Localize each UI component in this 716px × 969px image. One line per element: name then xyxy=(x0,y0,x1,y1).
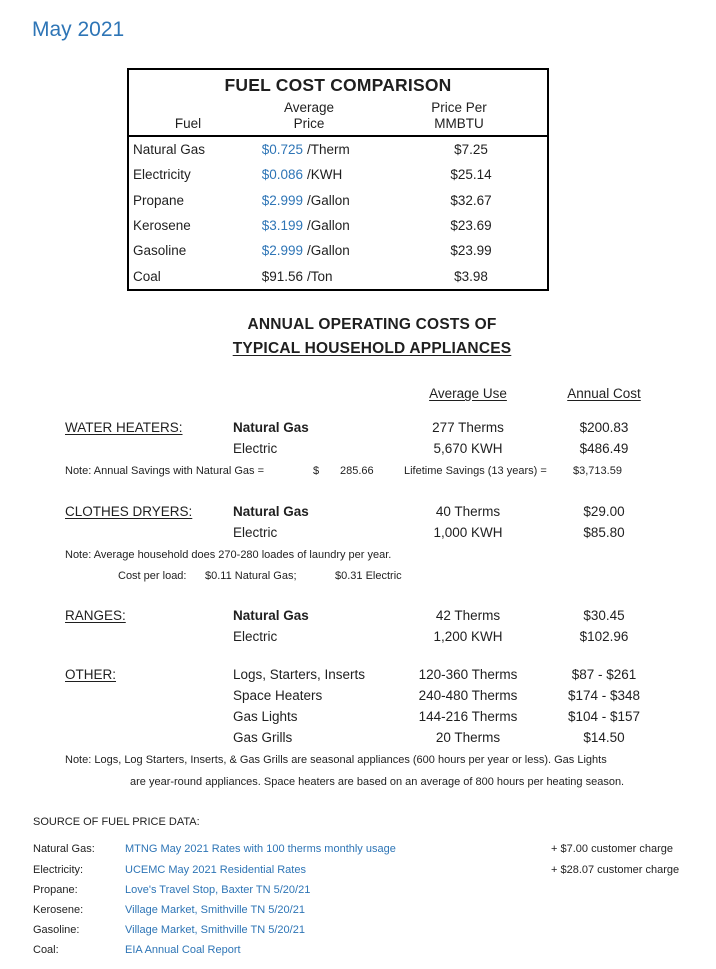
appliance-name: Electric xyxy=(233,441,278,456)
category-ranges: RANGES: xyxy=(65,608,126,623)
appliance-name: Logs, Starters, Inserts xyxy=(233,667,366,682)
average-use: 1,200 KWH xyxy=(433,629,503,644)
col-header-price-per-mmbtu: Price Per MMBTU xyxy=(431,100,487,131)
average-use: 40 Therms xyxy=(435,504,501,519)
note-lifetime-label: Lifetime Savings (13 years) = xyxy=(404,465,547,477)
other-row-space-heaters xyxy=(0,688,716,704)
source-link-natural-gas[interactable]: MTNG May 2021 Rates with 100 therms monthly usage xyxy=(125,843,396,855)
source-link-propane[interactable]: Love's Travel Stop, Baxter TN 5/20/21 xyxy=(125,884,311,896)
fuel-name: Gasoline xyxy=(133,243,187,259)
average-use: 5,670 KWH xyxy=(433,441,503,456)
annual-cost: $29.00 xyxy=(583,504,625,519)
category-water-heaters: WATER HEATERS: xyxy=(65,420,183,435)
fuel-row-coal xyxy=(129,263,547,288)
source-link-gasoline[interactable]: Village Market, Smithville TN 5/20/21 xyxy=(125,924,305,936)
customer-charge-electricity: + $28.07 customer charge xyxy=(551,864,680,876)
average-use: 120-360 Therms xyxy=(418,667,518,682)
appliance-name: Natural Gas xyxy=(233,420,309,435)
fuel-cost-table xyxy=(127,68,549,291)
appliances-heading-line1: ANNUAL OPERATING COSTS OF xyxy=(247,316,497,333)
fuel-row-kerosene xyxy=(129,213,547,238)
annual-cost: $174 - $348 xyxy=(567,688,641,703)
annual-cost: $486.49 xyxy=(579,441,629,456)
water-heaters-row-gas xyxy=(0,420,716,436)
col-header-average-use: Average Use xyxy=(429,386,507,401)
clothes-dryers-row-gas xyxy=(0,504,716,520)
fuel-average-price: $3.199 /Gallon xyxy=(261,218,350,234)
average-use: 20 Therms xyxy=(435,730,501,745)
note-savings-label: Note: Annual Savings with Natural Gas = xyxy=(65,465,265,477)
average-use: 42 Therms xyxy=(435,608,501,623)
fuel-average-price: $0.725 /Therm xyxy=(261,142,350,158)
fuel-price-per-mmbtu: $23.69 xyxy=(450,218,492,234)
fuel-price-per-mmbtu: $23.99 xyxy=(450,243,492,259)
fuel-name: Propane xyxy=(133,192,185,208)
fuel-row-natural-gas xyxy=(129,137,547,162)
appliance-column-headers xyxy=(0,386,716,402)
appliances-heading-line2: TYPICAL HOUSEHOLD APPLIANCES xyxy=(232,340,512,357)
fuel-name: Coal xyxy=(133,268,161,284)
water-heaters-row-electric xyxy=(0,441,716,457)
footnote-text: Note: Logs, Log Starters, Inserts, & Gas Grills are seasonal appliances (600 hours per year or less). Gas Lights xyxy=(65,754,607,766)
average-use: 144-216 Therms xyxy=(418,709,518,724)
fuel-average-price: $0.086 /KWH xyxy=(261,167,343,183)
fuel-price-per-mmbtu: $7.25 xyxy=(454,142,488,158)
average-use: 240-480 Therms xyxy=(418,688,518,703)
clothes-dryers-row-electric xyxy=(0,525,716,541)
page-title: May 2021 xyxy=(32,18,125,41)
annual-cost: $87 - $261 xyxy=(571,667,637,682)
customer-charge-natural-gas: + $7.00 customer charge xyxy=(551,843,673,855)
average-use: 277 Therms xyxy=(432,420,504,435)
fuel-price-per-mmbtu: $25.14 xyxy=(450,167,492,183)
appliance-name: Electric xyxy=(233,629,278,644)
appliance-name: Electric xyxy=(233,525,278,540)
source-label: Kerosene: xyxy=(33,904,84,916)
note-cost-per-load-label: Cost per load: xyxy=(118,570,187,582)
note-savings-amount: 285.66 xyxy=(340,465,374,477)
annual-cost: $200.83 xyxy=(579,420,629,435)
other-row-gas-grills xyxy=(0,730,716,746)
fuel-row-electricity xyxy=(129,162,547,187)
source-label: Natural Gas: xyxy=(33,843,95,855)
fuel-name: Natural Gas xyxy=(133,142,206,158)
note-lifetime-amount: $3,713.59 xyxy=(573,465,622,477)
appliance-name: Gas Lights xyxy=(233,709,298,724)
source-link-electricity[interactable]: UCEMC May 2021 Residential Rates xyxy=(125,864,306,876)
fuel-price-per-mmbtu: $32.67 xyxy=(450,192,492,208)
appliance-name: Gas Grills xyxy=(233,730,293,745)
other-row-gas-lights xyxy=(0,709,716,725)
fuel-average-price: $2.999 /Gallon xyxy=(261,243,350,259)
source-label: Electricity: xyxy=(33,864,84,876)
fuel-table-title: FUEL COST COMPARISON xyxy=(224,75,452,95)
col-header-annual-cost: Annual Cost xyxy=(567,386,641,401)
source-label: Gasoline: xyxy=(33,924,80,936)
category-other: OTHER: xyxy=(65,667,117,682)
source-label: Coal: xyxy=(33,944,59,956)
category-clothes-dryers: CLOTHES DRYERS: xyxy=(65,504,193,519)
col-header-fuel: Fuel xyxy=(174,116,202,131)
fuel-table-header xyxy=(129,98,547,137)
annual-cost: $102.96 xyxy=(579,629,629,644)
fuel-name: Kerosene xyxy=(133,218,191,234)
ranges-row-electric xyxy=(0,629,716,645)
appliance-name: Natural Gas xyxy=(233,504,309,519)
fuel-average-price: $91.56 /Ton xyxy=(261,268,333,284)
annual-cost: $104 - $157 xyxy=(567,709,641,724)
fuel-price-per-mmbtu: $3.98 xyxy=(454,268,488,284)
ranges-row-gas xyxy=(0,608,716,624)
footnote-text: are year-round appliances. Space heaters are based on an average of 800 hours per heating season. xyxy=(130,776,625,788)
note-currency: $ xyxy=(313,465,320,477)
fuel-name: Electricity xyxy=(133,167,191,183)
fuel-table-body xyxy=(129,137,547,289)
appliance-name: Space Heaters xyxy=(233,688,323,703)
col-header-average-price: Average Price xyxy=(283,100,335,131)
appliance-name: Natural Gas xyxy=(233,608,309,623)
fuel-row-propane xyxy=(129,188,547,213)
note-cost-per-load-gas: $0.11 Natural Gas; xyxy=(205,570,297,582)
average-use: 1,000 KWH xyxy=(433,525,503,540)
fuel-average-price: $2.999 /Gallon xyxy=(261,192,350,208)
source-label: Propane: xyxy=(33,884,78,896)
annual-cost: $30.45 xyxy=(583,608,625,623)
fuel-row-gasoline xyxy=(129,238,547,263)
source-link-coal[interactable]: EIA Annual Coal Report xyxy=(125,944,241,956)
other-row-logs xyxy=(0,667,716,683)
sources-heading: SOURCE OF FUEL PRICE DATA: xyxy=(33,816,200,828)
note-cost-per-load-electric: $0.31 Electric xyxy=(335,570,402,582)
source-link-kerosene[interactable]: Village Market, Smithville TN 5/20/21 xyxy=(125,904,305,916)
annual-cost: $85.80 xyxy=(583,525,625,540)
note-laundry: Note: Average household does 270-280 loades of laundry per year. xyxy=(65,549,392,561)
annual-cost: $14.50 xyxy=(583,730,625,745)
